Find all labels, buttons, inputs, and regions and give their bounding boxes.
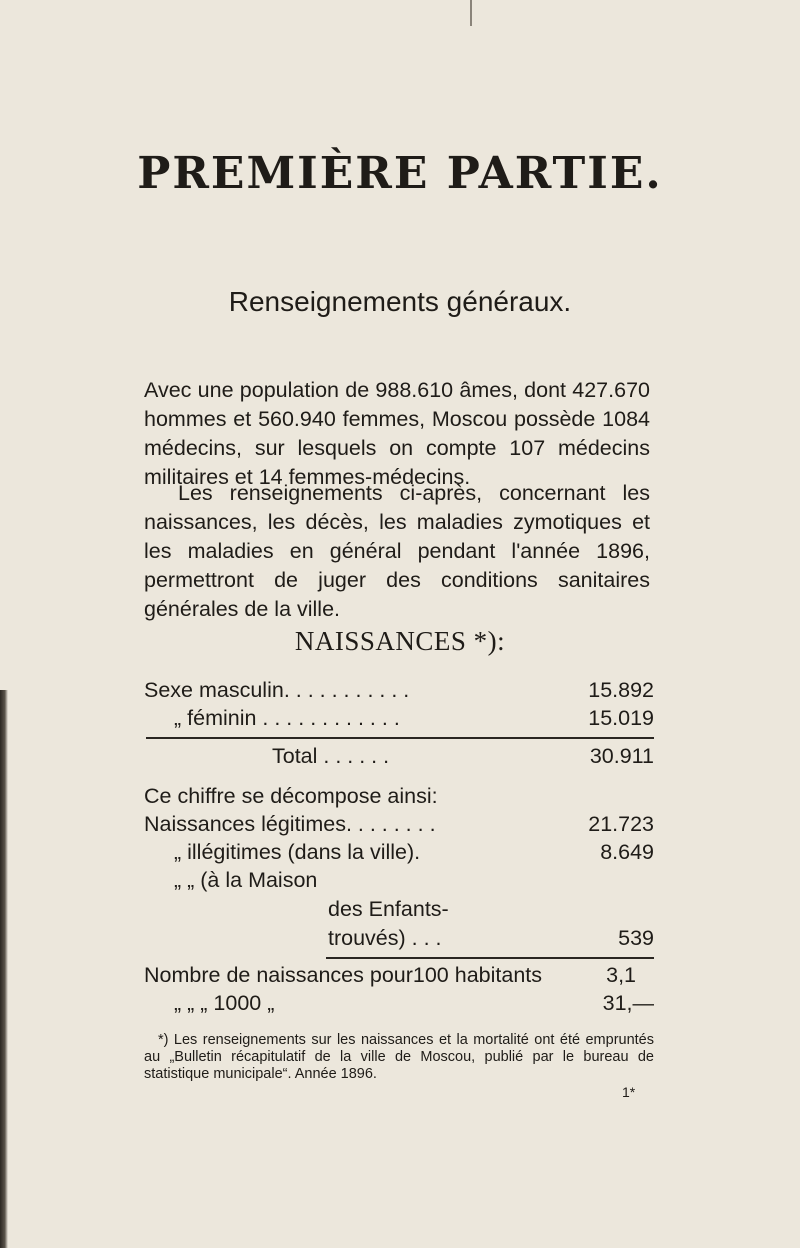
divider [146,737,654,739]
row-label: „ illégitimes (dans la ville). [174,840,421,864]
row-value: 15.892 [588,678,654,702]
total-label: Total . . . . . . [272,744,390,768]
page-signature: 1* [622,1084,636,1100]
ratio-value: 3,1 [606,963,636,987]
intro-paragraph-1: Avec une population de 988.610 âmes, dont 427.670 hommes et 560.940 femmes, Moscou possède 1084 médecins, sur lesquels on compte 107 médecins militaires et 14 femmes-médecins. [144,378,650,489]
row-label-line-3: trouvés) . . . [328,926,442,950]
row-value: 21.723 [588,812,654,836]
row-value: 8.649 [600,840,654,864]
row-value: 539 [618,926,654,950]
divider [326,957,654,959]
row-label-line-2: des Enfants- [328,897,449,921]
row-label: Naissances légitimes. . . . . . . . [144,812,436,836]
table-row [144,868,654,958]
section-subtitle: Renseignements généraux. [228,286,572,317]
part-title: PREMIÈRE PARTIE. [137,148,663,199]
naissances-title: NAISSANCES *): [294,626,506,656]
page-binding-edge [0,690,8,1248]
ratio-label: „ „ „ 1000 „ [174,991,275,1015]
intro-paragraph-2: Les renseignements ci-après, concernant les naissances, les décès, les maladies zymotiques et les maladies en général pendant l'année 1896, permettront de juger des conditions sanitaires générales de la ville. [144,481,650,621]
row-label: Sexe masculin. . . . . . . . . . . [144,678,410,702]
row-value: 15.019 [588,706,654,730]
document-page: PREMIÈRE PARTIE. Renseignements généraux. Avec une population de 988.610 âmes, dont 427.670 hommes et 560.940 femmes, Moscou possède 1084 médecins, sur lesquels on compte 107 médecins militaires et 14 femmes-médecins. Les renseignements ci-après, concernant les naissances, les décès, les maladies zymotiques et les maladies en général pendant l'année 1896, permettront de juger des conditions sanitaires générales de la ville. NAISSANCES *): Sexe masculin. . . . . . . . . . . 15.892 „ féminin . . . . . . . . . . . . 15.019 Total . . . . . . 30.911 Ce chiffre se décompose ainsi: Naissances légitimes. . . . . . . . 21.723 „ illégitimes (dans la ville). 8.649 „ „ (à la Maison des Enfants- trouvés) . . . 539 Nombre de naissances pour100 habitants 3,1 „ „ „ 1000 „ 31,— *) Les renseignements sur les naissances et la mortalité ont été empruntés au „Bulletin récapitulatif de la ville de Moscou, publié par le bureau de statistique municipale“. Année 1896. 1* [0,0,800,1248]
ratio-label: Nombre de naissances pour100 habitants [144,963,543,987]
row-label: „ féminin . . . . . . . . . . . . [174,706,400,730]
footnote: *) Les renseignements sur les naissances et la mortalité ont été empruntés au „Bulletin récapitulatif de la ville de Moscou, publié par le bureau de statistique municipale“. Année 1896. [144,1032,654,1082]
total-value: 30.911 [589,744,654,768]
page-fold-mark [470,0,472,26]
row-label-line-1: „ „ (à la Maison [174,868,318,892]
ratio-value: 31,— [602,991,654,1015]
